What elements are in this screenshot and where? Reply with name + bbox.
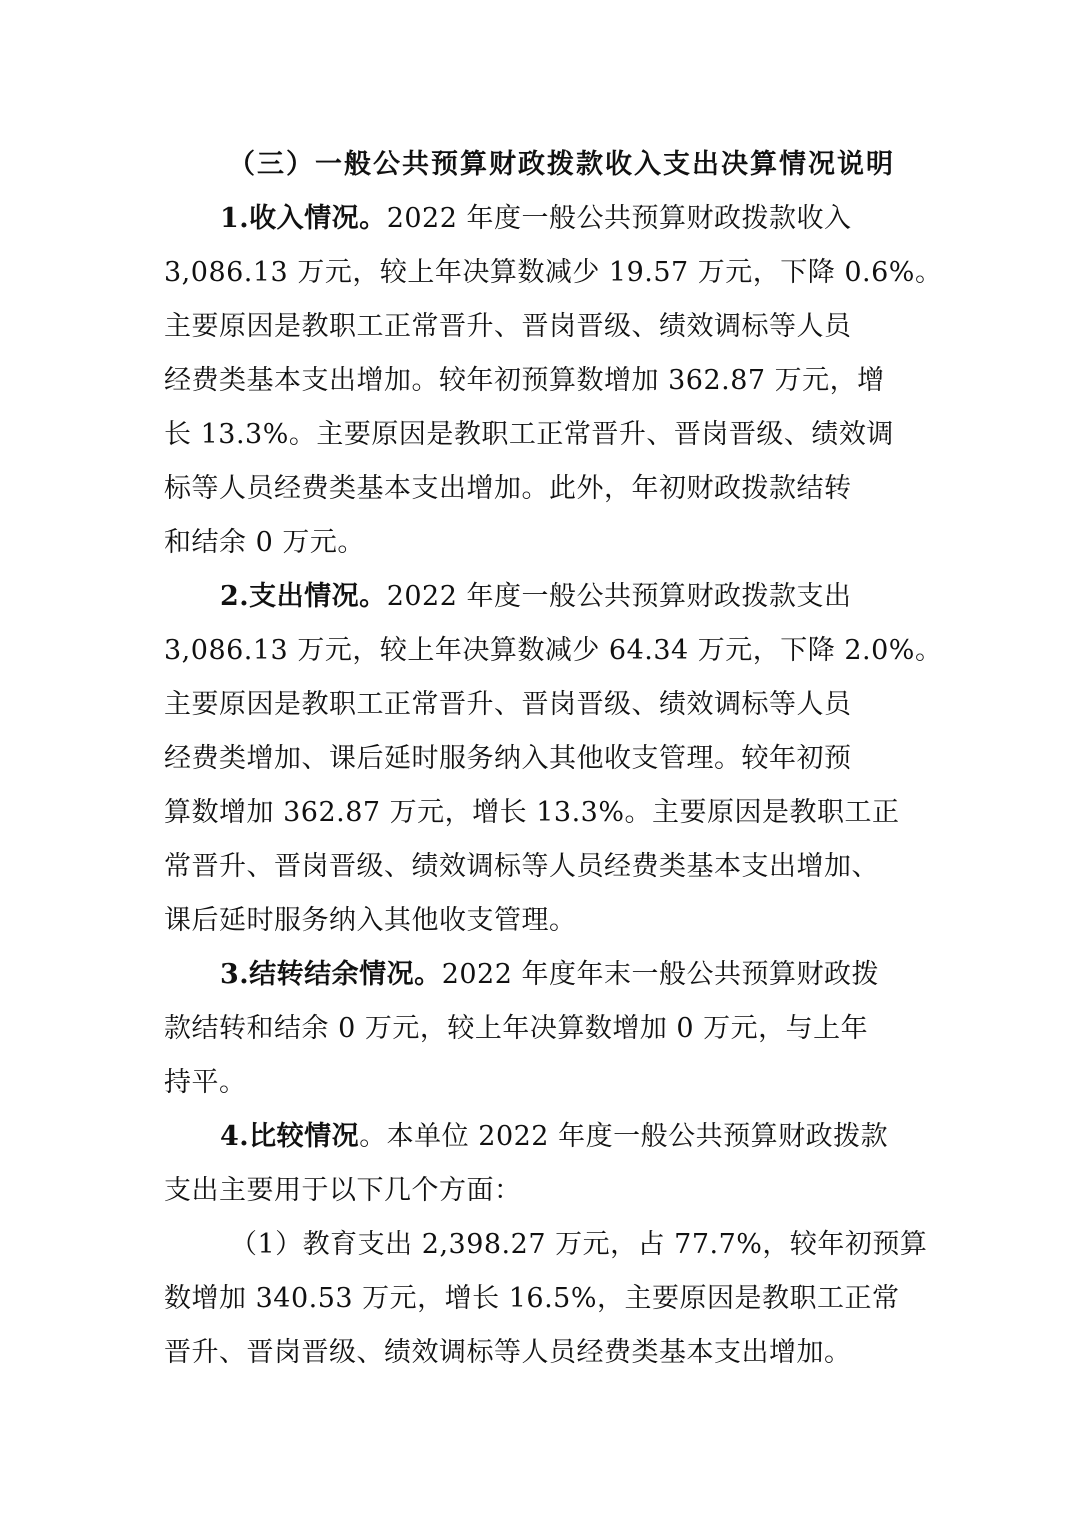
expense-paragraph-line-5: 算数增加 362.87 万元，增长 13.3%。主要原因是教职工正 <box>164 797 900 828</box>
comparison-paragraph-line-2: 支出主要用于以下几个方面： <box>164 1175 522 1206</box>
carryover-lead: 3.结转结余情况。 <box>220 959 442 990</box>
income-paragraph-line-2: 3,086.13 万元，较上年决算数减少 19.57 万元，下降 0.6%。 <box>164 257 943 288</box>
carryover-text-1: 2022 年度年末一般公共预算财政拨 <box>441 959 879 990</box>
carryover-paragraph-line-1 <box>220 955 879 995</box>
income-text-1: 2022 年度一般公共预算财政拨款收入 <box>386 203 852 234</box>
education-item-line-1: （1）教育支出 2,398.27 万元，占 77.7%，较年初预算 <box>230 1229 928 1260</box>
carryover-paragraph-line-3: 持平。 <box>164 1067 247 1098</box>
comparison-paragraph-line-1 <box>220 1117 888 1157</box>
expense-paragraph-line-6: 常晋升、晋岗晋级、绩效调标等人员经费类基本支出增加、 <box>164 851 879 882</box>
expense-lead: 2.支出情况。 <box>220 581 387 612</box>
expense-paragraph-line-4: 经费类增加、课后延时服务纳入其他收支管理。较年初预 <box>164 743 852 774</box>
income-paragraph-line-1 <box>220 199 851 239</box>
education-item-line-3: 晋升、晋岗晋级、绩效调标等人员经费类基本支出增加。 <box>164 1337 852 1368</box>
expense-paragraph-line-7: 课后延时服务纳入其他收支管理。 <box>164 905 577 936</box>
income-paragraph-line-6: 标等人员经费类基本支出增加。此外，年初财政拨款结转 <box>164 473 852 504</box>
expense-paragraph-line-1 <box>220 577 851 617</box>
carryover-paragraph-line-2: 款结转和结余 0 万元，较上年决算数增加 0 万元，与上年 <box>164 1013 869 1044</box>
income-paragraph-line-3: 主要原因是教职工正常晋升、晋岗晋级、绩效调标等人员 <box>164 311 852 342</box>
comparison-lead: 4.比较情况 <box>220 1121 360 1152</box>
income-paragraph-line-5: 长 13.3%。主要原因是教职工正常晋升、晋岗晋级、绩效调 <box>164 419 894 450</box>
income-lead: 1.收入情况。 <box>220 203 387 234</box>
income-paragraph-line-4: 经费类基本支出增加。较年初预算数增加 362.87 万元，增 <box>164 365 885 396</box>
expense-text-1: 2022 年度一般公共预算财政拨款支出 <box>386 581 852 612</box>
expense-paragraph-line-2: 3,086.13 万元，较上年决算数减少 64.34 万元，下降 2.0%。 <box>164 635 943 666</box>
comparison-text-1: 。本单位 2022 年度一般公共预算财政拨款 <box>359 1121 889 1152</box>
income-paragraph-line-7: 和结余 0 万元。 <box>164 527 365 558</box>
expense-paragraph-line-3: 主要原因是教职工正常晋升、晋岗晋级、绩效调标等人员 <box>164 689 852 720</box>
section-heading: （三）一般公共预算财政拨款收入支出决算情况说明 <box>228 149 895 180</box>
education-item-line-2: 数增加 340.53 万元，增长 16.5%，主要原因是教职工正常 <box>164 1283 900 1314</box>
